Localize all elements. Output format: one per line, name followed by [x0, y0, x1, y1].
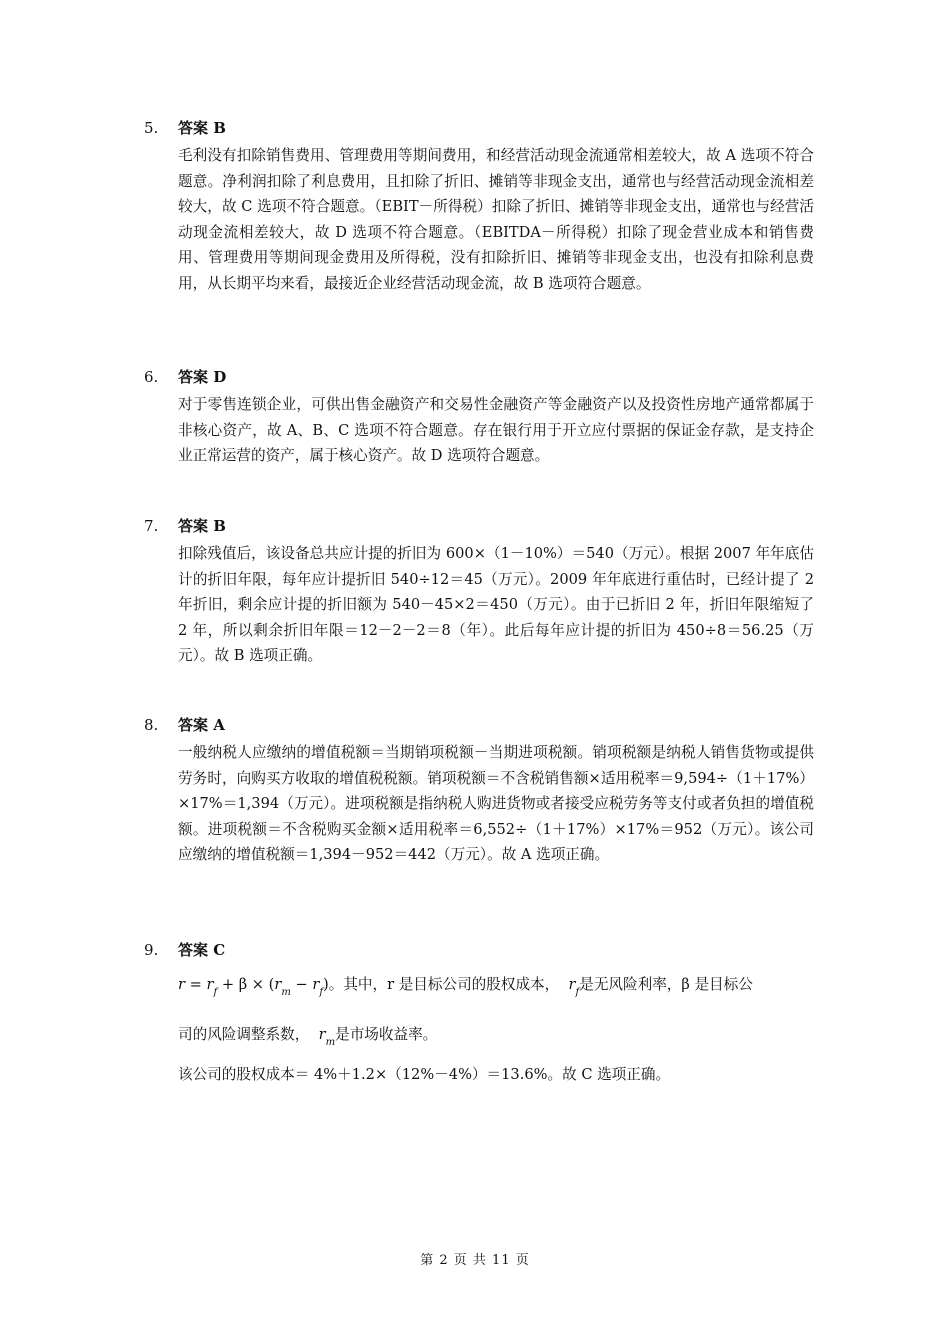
answer-explanation: 毛利没有扣除销售费用、管理费用等期间费用，和经营活动现金流通常相差较大，故 A 选项不符合题意。净利润扣除了利息费用，且扣除了折旧、摊销等非现金支出，通常也与经营活动现金流相差较大，故 C 选项不符合题意。（EBIT－所得税）扣除了折旧、摊销等非现金支出，通常也与经营活动现金流相差较大，故 D 选项不符合题意。（EBITDA－所得税）扣除了现金营业成本和销售费用、管理费用等期间现金费用及所得税，没有扣除折旧、摊销等非现金支出，也没有扣除利息费用，从长期平均来看，最接近企业经营活动现金流，故 B 选项符合题意。 — [178, 147, 814, 292]
answer-explanation: 对于零售连锁企业，可供出售金融资产和交易性金融资产等金融资产以及投资性房地产通常都属于非核心资产，故 A、B、C 选项不符合题意。存在银行用于开立应付票据的保证金存款，是支持企业正常运营的资产，属于核心资产。故 D 选项符合题意。 — [178, 396, 814, 464]
formula-line — [178, 973, 814, 998]
answer-header — [144, 714, 814, 736]
answer-explanation: 扣除残值后，该设备总共应计提的折旧为 600×（1－10%）＝540（万元）。根据 2007 年年底估计的折旧年限，每年应计提折旧 540÷12＝45（万元）。2009 年年底进行重估时，已经计提了 2 年折旧，剩余应计提的折旧额为 540－45×2＝450（万元）。由于已折旧 2 年，折旧年限缩短了 2 年，所以剩余折旧年限＝12－2－2＝8（年）。此后每年应计提的折旧为 450÷8＝56.25（万元）。故 B 选项正确。 — [178, 545, 814, 664]
formula-explanation-tail: 是无风险利率，β 是目标公 — [579, 976, 753, 993]
answer-number: 8. — [144, 716, 159, 734]
equity-cost-result: 该公司的股权成本＝ 4%＋1.2×（12%－4%）＝13.6%。故 C 选项正确。 — [178, 1066, 671, 1083]
answer-explanation: 一般纳税人应缴纳的增值税额＝当期销项税额－当期进项税额。销项税额是纳税人销售货物或提供劳务时，向购买方收取的增值税税额。销项税额＝不含税销售额×适用税率＝9,594÷（1＋17%）×17%＝1,394（万元）。进项税额是指纳税人购进货物或者接受应税劳务等支付或者负担的增值税额。进项税额＝不含税购买金额×适用税率＝6,552÷（1＋17%）×17%＝952（万元）。该公司应缴纳的增值税额＝1,394－952＝442（万元）。故 A 选项正确。 — [178, 744, 814, 863]
page-footer: 第 2 页 共 11 页 — [420, 1253, 530, 1268]
answer-label: 答案 D — [178, 368, 227, 386]
capm-formula: $r = r_f + \beta \times (r_m - r_f)$ — [178, 976, 329, 998]
market-return-symbol: $r_m$ — [318, 1026, 336, 1048]
answer-number: 7. — [144, 517, 159, 535]
answer-label: 答案 A — [178, 716, 225, 734]
answer-number: 5. — [144, 119, 159, 137]
answer-label: 答案 C — [178, 941, 226, 959]
formula-line-2 — [178, 1023, 814, 1048]
answer-6 — [144, 366, 814, 469]
answer-5 — [144, 117, 814, 296]
answer-label: 答案 B — [178, 517, 226, 535]
answer-number: 6. — [144, 368, 159, 386]
market-return-text: 是市场收益率。 — [335, 1026, 438, 1043]
answer-label: 答案 B — [178, 119, 226, 137]
answer-header — [144, 515, 814, 537]
answer-header — [144, 366, 814, 388]
answer-header — [144, 117, 814, 139]
risk-adjustment-text: 司的风险调整系数， — [178, 1026, 310, 1043]
formula-explanation: 。其中，r 是目标公司的股权成本， — [328, 976, 560, 993]
answer-header — [144, 939, 814, 961]
answer-number: 9. — [144, 941, 159, 959]
risk-free-symbol: $r_f$ — [568, 976, 580, 998]
answer-8 — [144, 714, 814, 868]
answer-9 — [144, 939, 814, 1089]
answer-7 — [144, 515, 814, 669]
